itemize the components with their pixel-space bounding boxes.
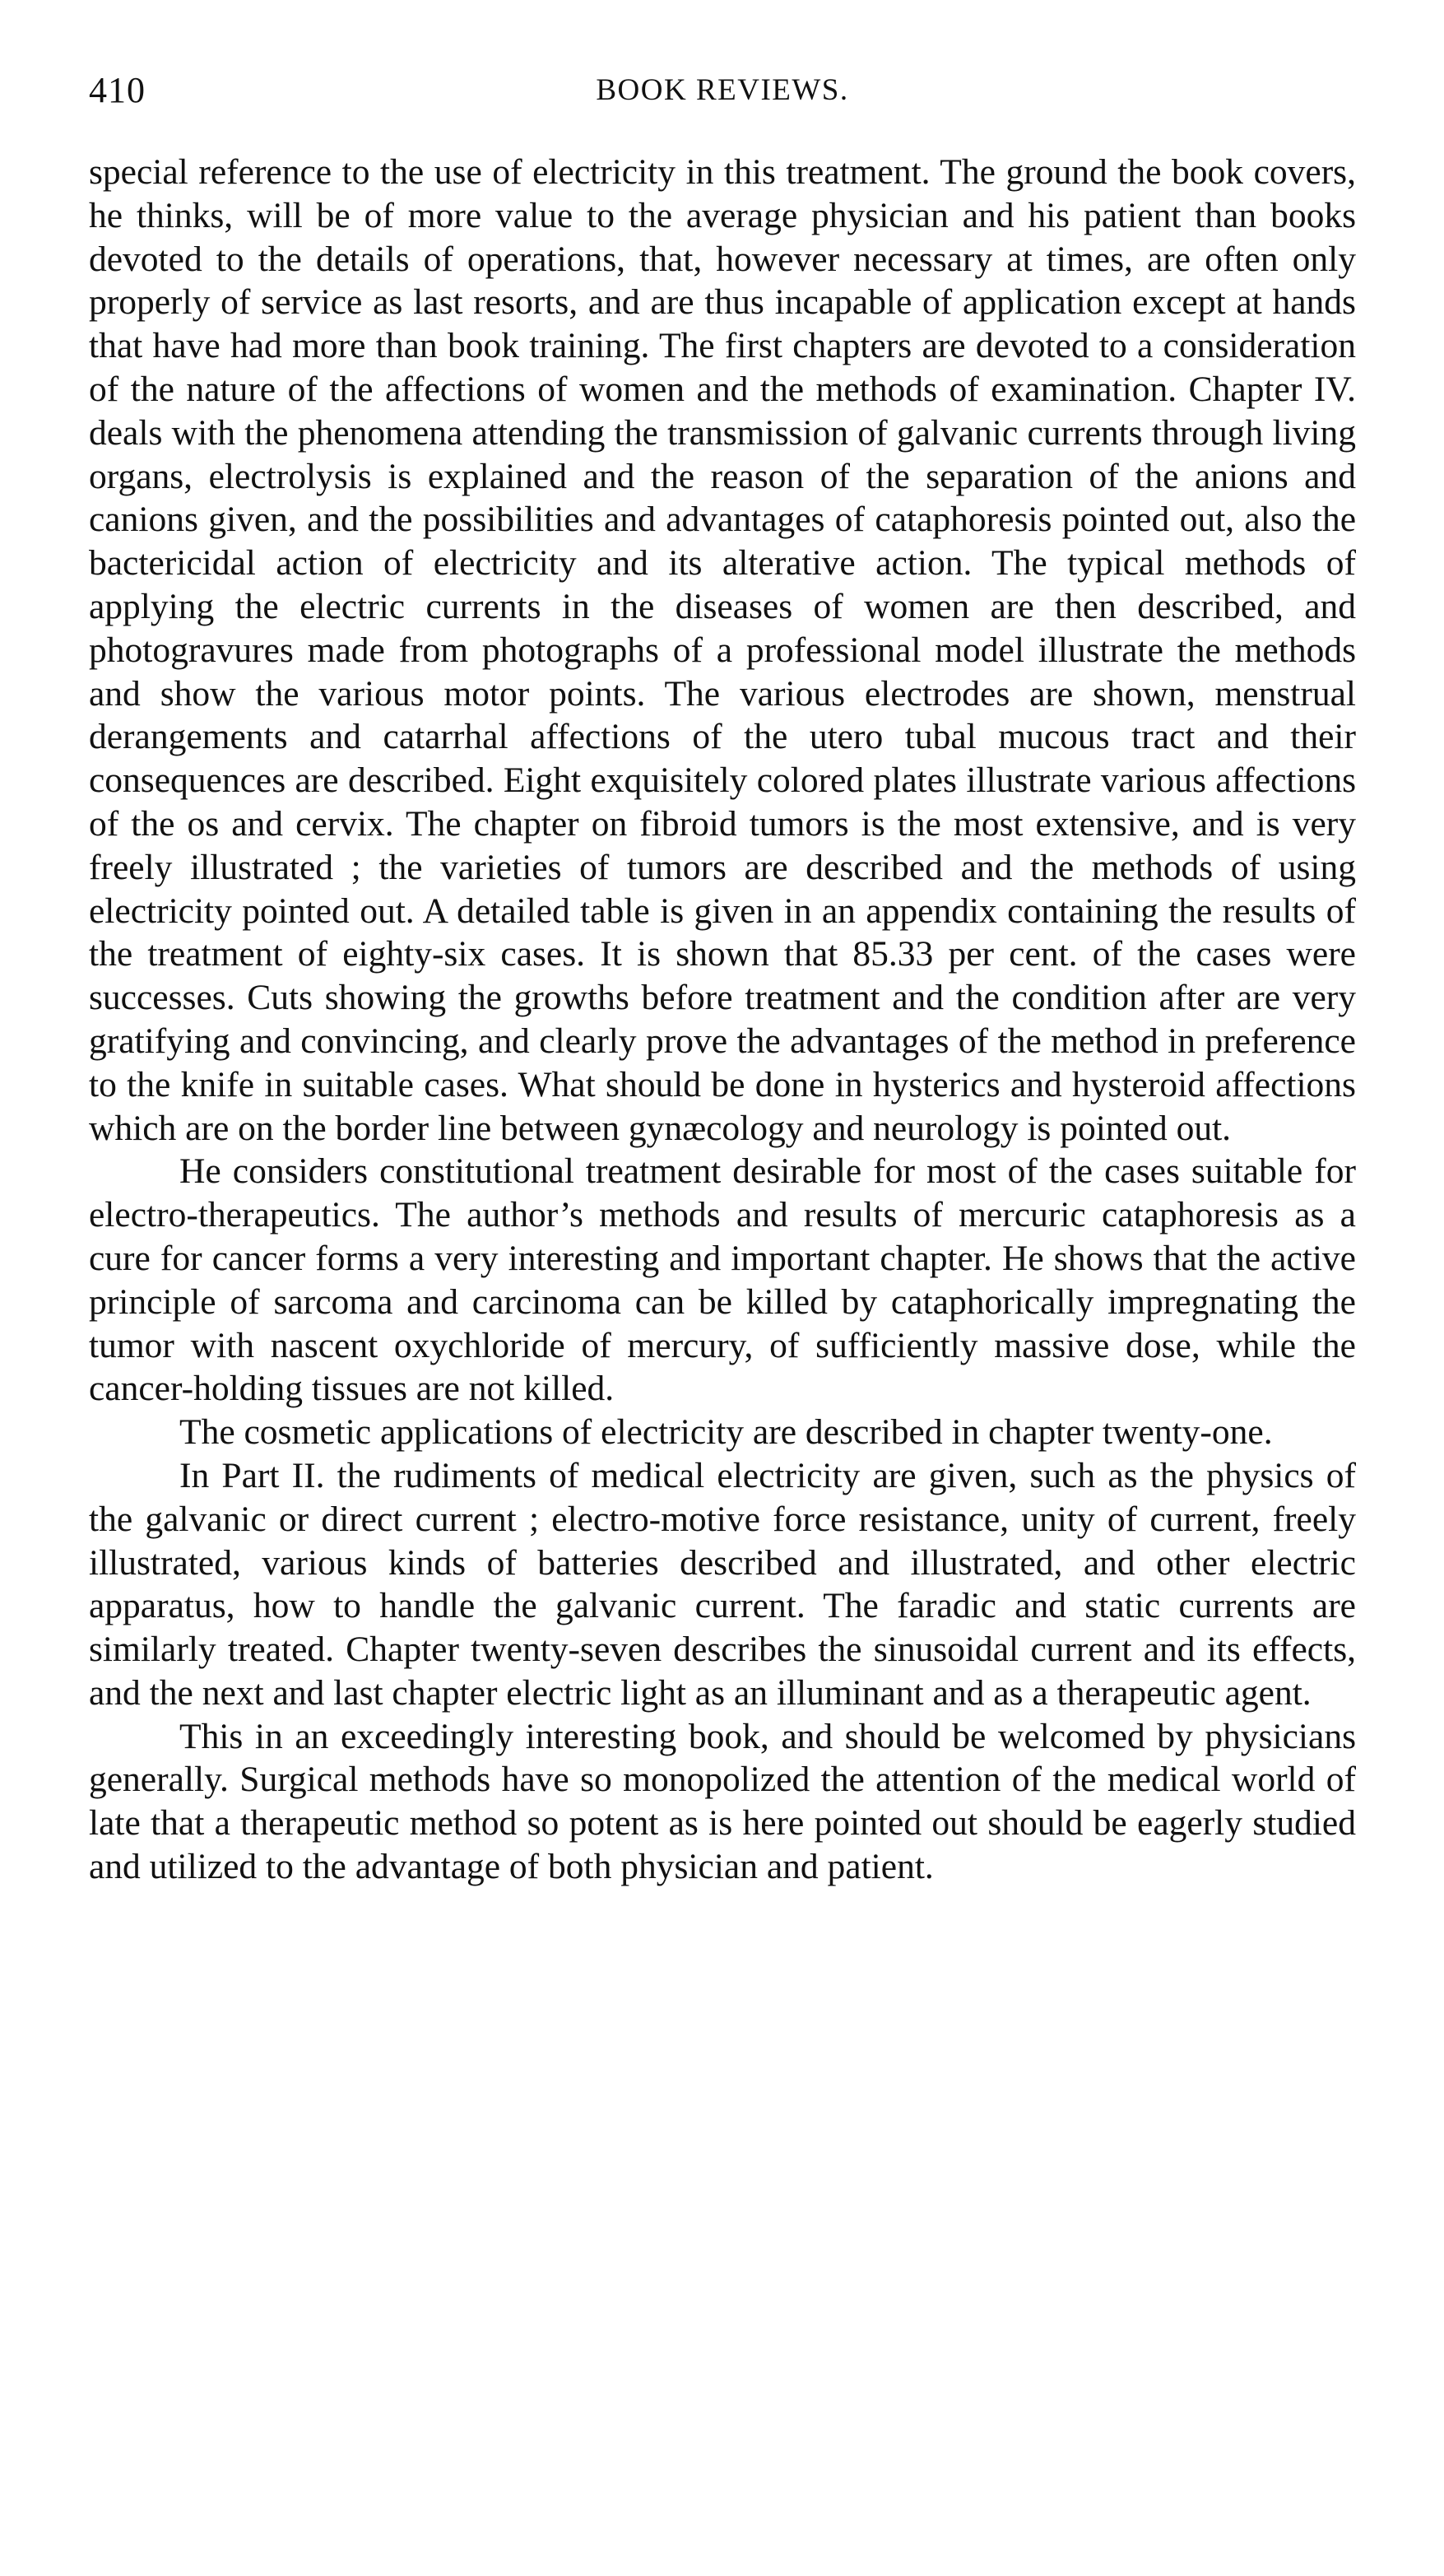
paragraph-part-two: In Part II. the rudiments of medical electricity are given, such as the physics of the galvanic or direct current ; electro-motive force resistance, unity of current, freely illustrated, various kinds of batteries described and illustrated, and other electric apparatus, how to handle the galvanic current. The faradic and static currents are similarly treated. Chapter twenty-seven describes the sinusoidal current and its effects, and the next and last chapter electric light as an illuminant and as a therapeutic agent.: [89, 1455, 1356, 1713]
paragraph-cosmetic-applications: The cosmetic applications of electricity are described in chapter twenty-one.: [179, 1412, 1273, 1453]
paragraph-continuation: special reference to the use of electricity in this treatment. The ground the book covers, he thinks, will be of more value to the average physician and his patient than books devoted to the details of operations, that, however necessary at times, are often only properly of service as last resorts, and are thus incapable of application except at hands that have had more than book training. The first chapters are devoted to a consideration of the nature of the affections of women and the methods of examination. Chapter IV. deals with the phenomena attending the transmission of galvanic currents through living organs, electrolysis is explained and the reason of the separation of the anions and canions given, and the possibilities and advantages of cataphoresis pointed out, also the bactericidal action of electricity and its alterative action. The typical methods of applying the electric currents in the diseases of women are then described, and photogravures made from photographs of a professional model illustrate the methods and show the various motor points. The various electrodes are shown, menstrual derangements and catarrhal affections of the utero tubal mucous tract and their consequences are described. Eight exquisitely colored plates illustrate various affections of the os and cervix. The chapter on fibroid tumors is the most extensive, and is very freely illustrated ; the varieties of tumors are described and the methods of using electricity pointed out. A detailed table is given in an appendix containing the results of the treatment of eighty-six cases. It is shown that 85.33 per cent. of the cases were successes. Cuts showing the growths before treatment and the condition after are very gratifying and convincing, and clearly prove the advantages of the method in preference to the knife in suitable cases. What should be done in hysterics and hysteroid affections which are on the border line between gynæcology and neurology is pointed out.: [89, 152, 1356, 1148]
running-head: [89, 69, 1356, 119]
page-number: 410: [89, 70, 146, 110]
paragraph-conclusion: This in an exceedingly interesting book, and should be welcomed by physicians generally. Surgical methods have so monopolized the attention of the medical world of late that a therapeutic method so potent as is here pointed out should be eagerly studied and utilized to the advantage of both physician and patient.: [89, 1716, 1356, 1887]
running-title: BOOK REVIEWS.: [596, 73, 849, 107]
paragraph-constitutional-treatment: He considers constitutional treatment desirable for most of the cases suitable for electro-therapeutics. The author’s methods and results of mercuric cataphoresis as a cure for cancer forms a very interesting and important chapter. He shows that the active principle of sarcoma and carcinoma can be killed by cataphorically impregnating the tumor with nascent oxychloride of mercury, of sufficiently massive dose, while the cancer-holding tissues are not killed.: [89, 1151, 1356, 1409]
review-body: [89, 151, 1356, 1889]
